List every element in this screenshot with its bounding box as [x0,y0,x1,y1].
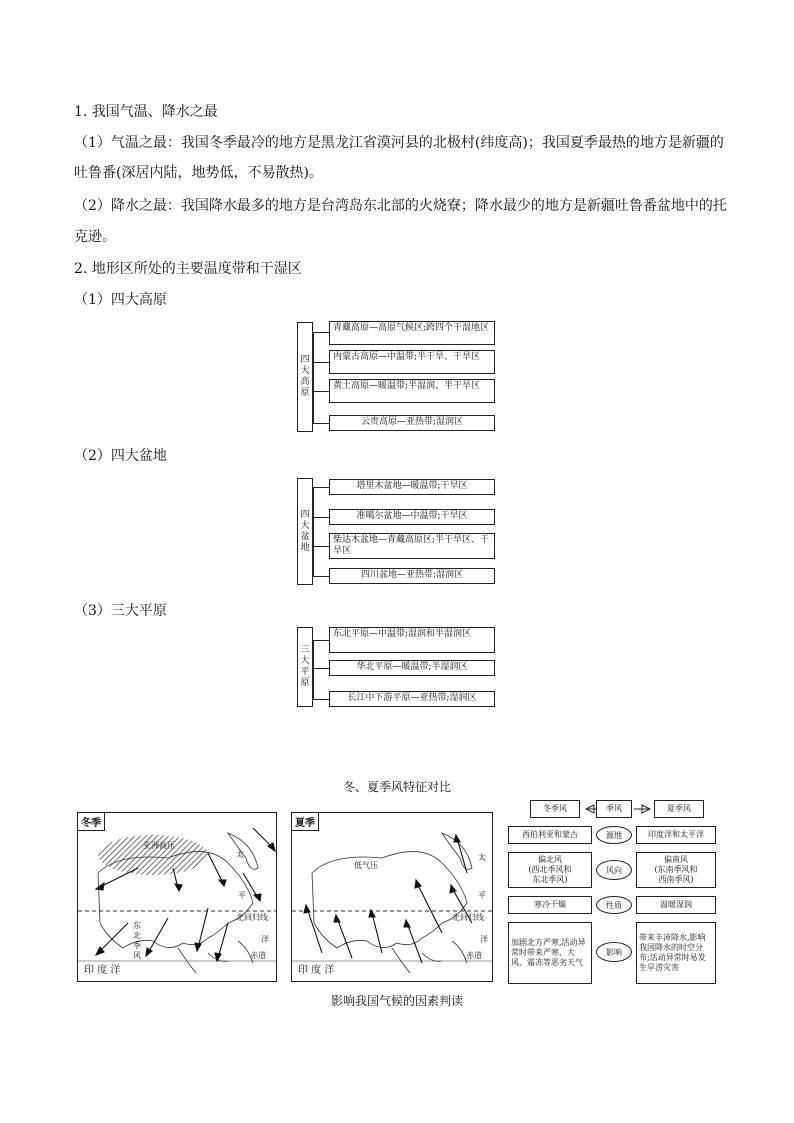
paragraph-temperature-b: 吐鲁番(深居内陆，地势低，不易散热)。 [74,165,323,181]
figure-caption: 影响我国气候的因素判读 [330,994,463,1008]
plain-item: 东北平原—中温带;湿润和半湿润区 [329,627,495,653]
nature-summer: 温暖湿润 [636,896,716,914]
impact-summer: 带来丰沛降水,影响我国降水的时空分布;活动异常时易发生旱涝灾害 [636,922,716,984]
summer-monsoon-box: 夏季风 [654,800,704,818]
winter-map-tag: 冬季 [78,813,105,831]
summer-ocean-label-3: 洋 [480,935,488,944]
plateaus-label: 四大高原 [297,322,313,432]
basin-item: 准噶尔盆地—中温带;干旱区 [329,509,495,525]
summer-pressure-label: 低气压 [354,861,378,870]
summer-map [291,812,493,982]
summer-equator-label: 赤道 [466,951,482,960]
plateau-item: 云贵高原—亚热带;湿润区 [329,415,495,431]
winter-map-graphic [78,813,277,982]
plains-title: （3）三大平原 [74,603,167,619]
monsoon-arrows [580,802,656,816]
plateau-item: 黄土高原—暖温带;半湿润、半干旱区 [329,379,495,403]
nature-winter: 寒冷干燥 [508,896,592,914]
impact-winter: 加剧北方严寒,活动异常时带来严寒、大风、霜冻等恶劣天气 [508,922,592,984]
summer-tropic-label: 北回归线 [452,913,484,922]
wind-direction-winter: 偏北风 (西北季风和 东北季风) [508,852,592,888]
summer-map-graphic [292,813,493,982]
winter-monsoon-char: 东 [133,921,141,930]
winter-ocean-label-2: 平 [238,891,246,900]
winter-pressure-label: 亚洲高压 [143,841,175,850]
winter-monsoon-char: 北 [133,931,141,940]
source-label: 源地 [596,826,632,844]
plateaus-title: （1）四大高原 [74,292,167,308]
summer-indian-ocean-label: 印 度 洋 [298,965,335,976]
source-winter: 西伯利亚和蒙古 [508,826,592,844]
basins-title: （2）四大盆地 [74,448,167,464]
winter-equator-label: 赤道 [250,951,266,960]
winter-tropic-label: 北回归线 [236,913,268,922]
plains-label: 三大平原 [297,627,313,707]
paragraph-temperature-a: （1）气温之最：我国冬季最冷的地方是黑龙江省漠河县的北极村(纬度高)；我国夏季最热的地方是新疆的 [74,135,724,151]
plateau-item: 内蒙古高原—中温带;半干旱、干旱区 [329,350,495,374]
winter-monsoon-char: 风 [133,951,141,960]
basin-item: 四川盆地—亚热带;湿润区 [329,568,495,584]
paragraph-precipitation-a: （2）降水之最：我国降水最多的地方是台湾岛东北部的火烧寮；降水最少的地方是新疆吐鲁番盆地中的托 [74,198,727,214]
nature-label: 性质 [596,896,632,914]
winter-ocean-label-3: 洋 [261,935,269,944]
summer-ocean-label-2: 平 [478,891,486,900]
section-1-title: 1. 我国气温、降水之最 [74,104,218,120]
winter-ocean-label-1: 太 [236,850,244,859]
winter-indian-ocean-label: 印 度 洋 [84,965,121,976]
winter-monsoon-box: 冬季风 [530,800,580,818]
winter-monsoon-char: 季 [133,941,141,950]
basins-label: 四大盆地 [297,478,313,585]
impact-label: 影响 [596,942,632,962]
source-summer: 印度洋和太平洋 [636,826,716,844]
summer-ocean-label-1: 太 [478,853,486,862]
plain-item: 长江中下游平原—亚热带;湿润区 [329,691,495,707]
wind-direction-summer: 偏南风 (东南季风和 西南季风) [636,852,716,888]
wind-direction-label: 风向 [596,860,632,880]
plateau-item: 青藏高原—高原气候区;跨四个干湿地区 [329,321,495,345]
winter-map [77,812,277,982]
paragraph-precipitation-b: 克逊。 [74,229,116,245]
figure-title: 冬、夏季风特征对比 [342,780,451,794]
plain-item: 华北平原—暖温带;半湿润区 [329,660,495,676]
summer-map-tag: 夏季 [292,813,319,831]
monsoon-box: 季风 [596,800,632,818]
basin-item: 柴达木盆地—青藏高原区;半干旱区、干旱区 [329,533,495,559]
basin-item: 塔里木盆地—暖温带;干旱区 [329,479,495,495]
section-2-title: 2. 地形区所处的主要温度带和干湿区 [74,261,302,277]
